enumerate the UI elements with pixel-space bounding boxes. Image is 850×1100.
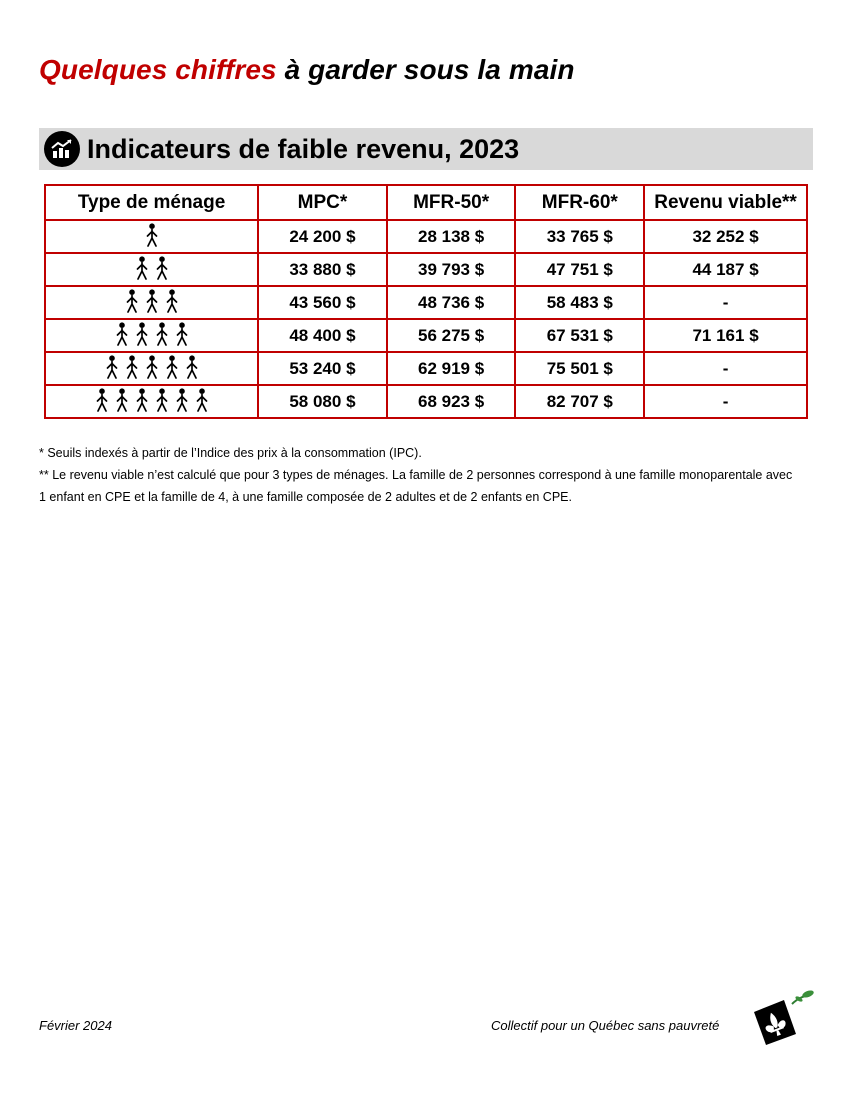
revenu-viable-cell: 71 161 $ — [644, 319, 807, 352]
fleur-de-lis-logo — [748, 990, 816, 1046]
person-icon — [186, 355, 198, 379]
person-icon — [156, 322, 168, 346]
footer-organization: Collectif pour un Québec sans pauvreté — [491, 1018, 720, 1033]
revenu-viable-cell: 32 252 $ — [644, 220, 807, 253]
low-income-table — [44, 184, 808, 419]
household-type-cell — [45, 352, 258, 385]
table-row — [45, 220, 807, 253]
mfr-60-cell: 47 751 $ — [515, 253, 644, 286]
mpc-cell: 58 080 $ — [258, 385, 387, 418]
people-icons — [142, 221, 162, 247]
person-icon — [166, 355, 178, 379]
household-type-cell — [45, 220, 258, 253]
person-icon — [176, 322, 188, 346]
mfr-50-cell: 56 275 $ — [387, 319, 516, 352]
footnote-revenu-viable: ** Le revenu viable n’est calculé que pour 3 types de ménages. La famille de 2 personnes correspond à une famille monoparentale avec 1 enfant en CPE et la famille de 4, à une famille composée de 2 adultes et de 2 enfants en CPE. — [39, 468, 793, 504]
person-icon — [116, 322, 128, 346]
mfr-50-cell: 62 919 $ — [387, 352, 516, 385]
header-revenu-viable: Revenu viable** — [644, 185, 807, 220]
household-type-cell — [45, 286, 258, 319]
person-icon — [126, 355, 138, 379]
growth-chart-icon — [44, 131, 80, 167]
mfr-60-cell: 82 707 $ — [515, 385, 644, 418]
person-icon — [156, 256, 168, 280]
footnote-ipc: * Seuils indexés à partir de l’Indice des prix à la consommation (IPC). — [39, 446, 422, 460]
header-mfr-60: MFR-60* — [515, 185, 644, 220]
mfr-50-cell: 39 793 $ — [387, 253, 516, 286]
table-row — [45, 319, 807, 352]
mpc-cell: 43 560 $ — [258, 286, 387, 319]
mfr-50-cell: 68 923 $ — [387, 385, 516, 418]
mfr-60-cell: 58 483 $ — [515, 286, 644, 319]
person-icon — [136, 388, 148, 412]
footer-date: Février 2024 — [39, 1018, 112, 1033]
person-icon — [146, 289, 158, 313]
mpc-cell: 24 200 $ — [258, 220, 387, 253]
people-icons — [102, 353, 202, 379]
mfr-50-cell: 48 736 $ — [387, 286, 516, 319]
page-title — [39, 54, 575, 86]
table-row — [45, 253, 807, 286]
household-type-cell — [45, 253, 258, 286]
household-type-cell — [45, 385, 258, 418]
mpc-cell: 48 400 $ — [258, 319, 387, 352]
people-icons — [122, 287, 182, 313]
mfr-60-cell: 33 765 $ — [515, 220, 644, 253]
page-title-rest: à garder sous la main — [276, 54, 575, 85]
person-icon — [136, 322, 148, 346]
people-icons — [112, 320, 192, 346]
person-icon — [116, 388, 128, 412]
header-mpc: MPC* — [258, 185, 387, 220]
header-mfr-50: MFR-50* — [387, 185, 516, 220]
people-icons — [132, 254, 172, 280]
revenu-viable-cell: - — [644, 286, 807, 319]
person-icon — [176, 388, 188, 412]
person-icon — [106, 355, 118, 379]
revenu-viable-cell: - — [644, 385, 807, 418]
section-title: Indicateurs de faible revenu, 2023 — [87, 134, 520, 164]
person-icon — [156, 388, 168, 412]
header-household-type: Type de ménage — [45, 185, 258, 220]
mfr-50-cell: 28 138 $ — [387, 220, 516, 253]
person-icon — [196, 388, 208, 412]
table-row — [45, 352, 807, 385]
footnotes — [39, 442, 799, 508]
mfr-60-cell: 75 501 $ — [515, 352, 644, 385]
revenu-viable-cell: 44 187 $ — [644, 253, 807, 286]
revenu-viable-cell: - — [644, 352, 807, 385]
person-icon — [166, 289, 178, 313]
page-title-accent: Quelques chiffres — [39, 54, 277, 85]
mpc-cell: 53 240 $ — [258, 352, 387, 385]
section-header — [39, 128, 813, 170]
person-icon — [136, 256, 148, 280]
person-icon — [146, 223, 158, 247]
household-type-cell — [45, 319, 258, 352]
table-header-row — [45, 185, 807, 220]
table-row — [45, 385, 807, 418]
person-icon — [126, 289, 138, 313]
person-icon — [146, 355, 158, 379]
person-icon — [96, 388, 108, 412]
people-icons — [92, 386, 212, 412]
table-row — [45, 286, 807, 319]
mpc-cell: 33 880 $ — [258, 253, 387, 286]
mfr-60-cell: 67 531 $ — [515, 319, 644, 352]
